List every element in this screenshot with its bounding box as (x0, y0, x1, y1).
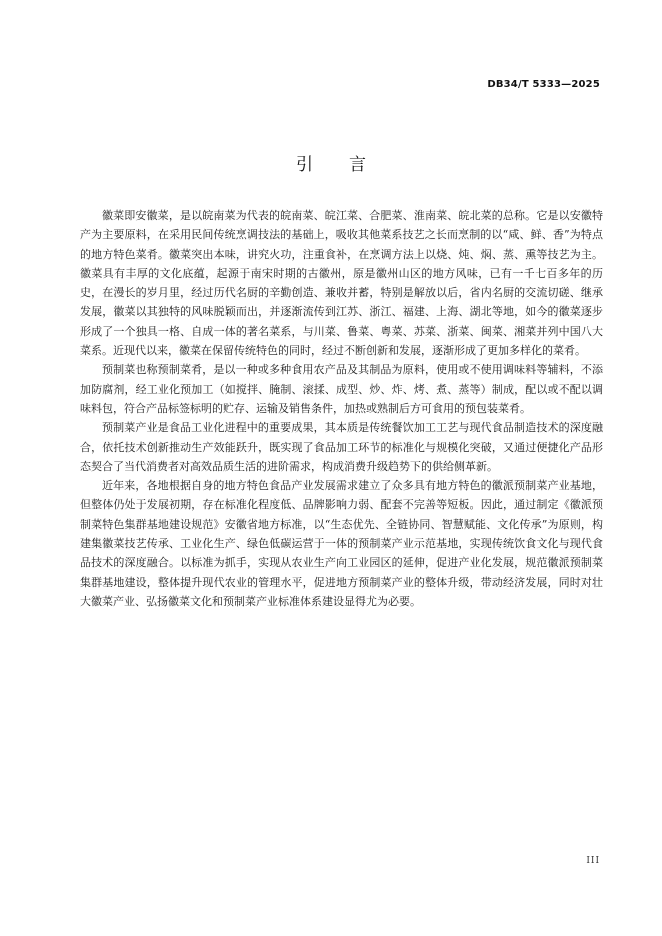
page-title: 引言 (296, 155, 402, 175)
paragraph-recent-years: 近年来，各地根据自身的地方特色食品产业发展需求建立了众多具有地方特色的徽派预制菜产业基地，但整体仍处于发展初期，存在标准化程度低、品牌影响力弱、配套不完善等短板。因此，通过制定《徽派预制菜特色集群基地建设规范》安徽省地方标准，以“生态优先、全链协同、智慧赋能、文化传承”为原则，构建集徽菜技艺传承、工业化生产、绿色低碳运营于一体的预制菜产业示范基地，实现传统饮食文化与现代食品技术的深度融合。以标准为抓手，实现从农业生产向工业园区的延伸，促进产业化发展，规范徽派预制菜集群基地建设，整体提升现代农业的管理水平，促进地方预制菜产业的整体升级，带动经济发展，同时对壮大徽菜产业、弘扬徽菜文化和预制菜产业标准体系建设显得尤为必要。 (80, 479, 603, 608)
paragraph-definition: 预制菜也称预制菜肴，是以一种或多种食用农产品及其制品为原料，使用或不使用调味料等辅料，不添加防腐剂，经工业化预加工（如搅拌、腌制、滚揉、成型、炒、炸、烤、煮、蒸等）制成，配以或不配以调味料包，符合产品标签标明的贮存、运输及销售条件，加热或熟制后方可食用的预包装菜肴。 (80, 363, 603, 415)
paragraph-huicai: 徽菜即安徽菜，是以皖南菜为代表的皖南菜、皖江菜、合肥菜、淮南菜、皖北菜的总称。它是以安徽特产为主要原料，在采用民间传统烹调技法的基础上，吸收其他菜系技艺之长而烹制的以“咸、鲜、香”为特点的地方特色菜肴。徽菜突出本味，讲究火功，注重食补，在烹调方法上以烧、炖、焖、蒸、熏等技艺为主。徽菜具有丰厚的文化底蕴，起源于南宋时期的古徽州，原是徽州山区的地方风味，已有一千七百多年的历史，在漫长的岁月里，经过历代名厨的辛勤创造、兼收并蓄，特别是解放以后，省内名厨的交流切磋、继承发展，徽菜以其独特的风味脱颖而出，并逐渐流传到江苏、浙江、福建、上海、湖北等地，如今的徽菜逐步形成了一个独具一格、自成一体的著名菜系，与川菜、鲁菜、粤菜、苏菜、浙菜、闽菜、湘菜并列中国八大菜系。近现代以来，徽菜在保留传统特色的同时，经过不断创新和发展，逐渐形成了更加多样化的菜肴。 (80, 209, 603, 358)
paragraph-industry: 预制菜产业是食品工业化进程中的重要成果，其本质是传统餐饮加工工艺与现代食品制造技术的深度融合，依托技术创新推动生产效能跃升，既实现了食品加工环节的标准化与规模化突破，又通过便捷化产品形态契合了当代消费者对高效品质生活的进阶需求，构成消费升级趋势下的供给侧革新。 (80, 421, 603, 473)
document-code: DB34/T 5333—2025 (487, 79, 600, 90)
page-number: III (586, 856, 600, 866)
body-text (80, 206, 603, 611)
